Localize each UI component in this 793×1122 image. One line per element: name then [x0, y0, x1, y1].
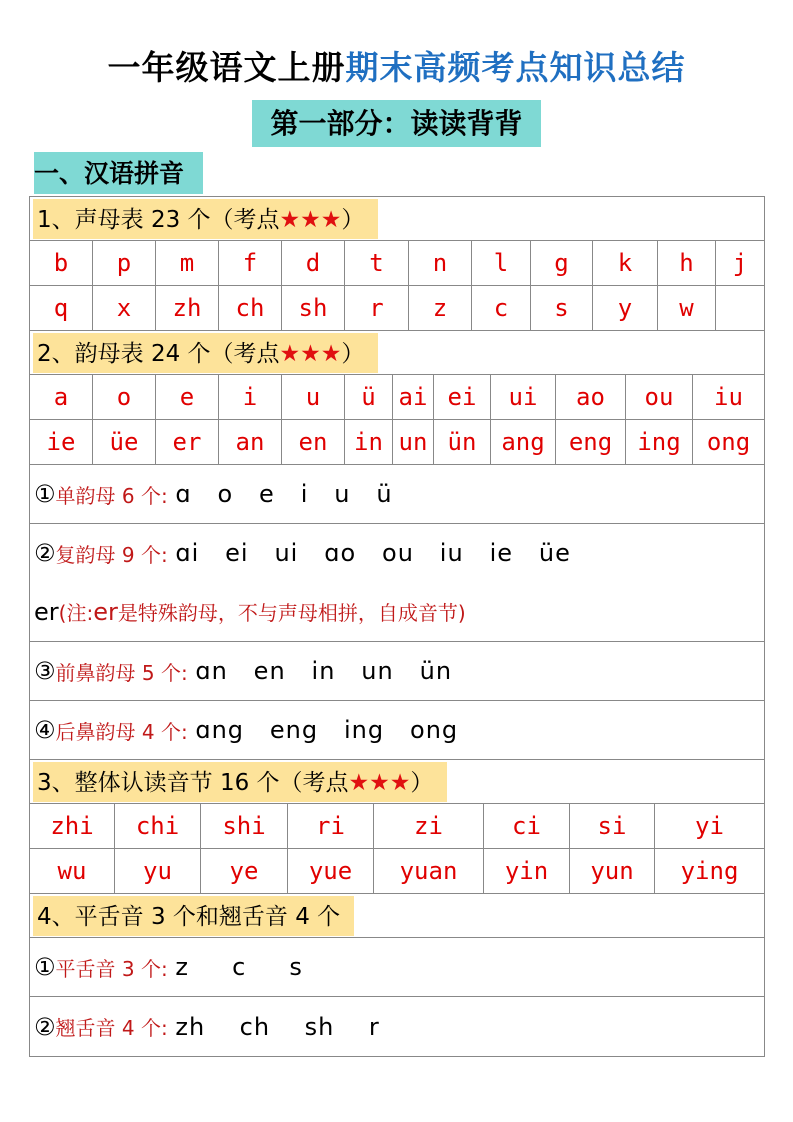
- pinyin-cell: ye: [201, 849, 288, 893]
- pinyin-cell: yun: [570, 849, 655, 893]
- num: ①: [34, 953, 56, 981]
- title-black: 一年级语文上册: [107, 48, 346, 87]
- values: z c s: [175, 953, 303, 981]
- pinyin-cell: zh: [156, 286, 219, 330]
- section-heading: 一、汉语拼音: [34, 152, 203, 194]
- pinyin-cell: chi: [115, 804, 201, 848]
- finals-row: [30, 420, 764, 465]
- pinyin-cell: ch: [219, 286, 282, 330]
- pinyin-cell: eng: [556, 420, 626, 464]
- values: ɑi ei ui ɑo ou iu ie üe: [175, 539, 571, 568]
- pinyin-cell: wu: [30, 849, 115, 893]
- stars-icon: ★★★: [279, 206, 342, 233]
- pinyin-cell: ri: [288, 804, 374, 848]
- pinyin-cell: yu: [115, 849, 201, 893]
- pinyin-cell: ai: [393, 375, 434, 419]
- pinyin-cell: zhi: [30, 804, 115, 848]
- num: ②: [34, 1012, 56, 1041]
- title-blue: 期末高频考点知识总结: [345, 48, 686, 87]
- num: ②: [34, 539, 56, 568]
- heading-initials: [30, 197, 764, 241]
- pinyin-cell: b: [30, 241, 93, 285]
- pinyin-cell: üe: [93, 420, 156, 464]
- pinyin-cell: m: [156, 241, 219, 285]
- heading-text: 3、整体认读音节 16 个（考点: [37, 769, 349, 796]
- pinyin-cell: g: [531, 241, 593, 285]
- pinyin-cell: er: [156, 420, 219, 464]
- pinyin-cell: ying: [680, 857, 739, 885]
- pinyin-cell: f: [219, 241, 282, 285]
- pinyin-cell: w: [658, 286, 716, 330]
- pinyin-cell: r: [345, 286, 409, 330]
- pinyin-cell: yi: [695, 812, 724, 840]
- values: ɑng eng ing ong: [195, 716, 459, 744]
- pinyin-cell: z: [409, 286, 472, 330]
- label: 前鼻韵母 5 个:: [55, 660, 188, 685]
- pinyin-cell: ao: [556, 375, 626, 419]
- er-value: er: [34, 597, 59, 626]
- note: (注:: [58, 601, 94, 626]
- pinyin-cell: ong: [706, 428, 751, 456]
- pinyin-cell: en: [282, 420, 345, 464]
- line-retroflex: [30, 997, 764, 1056]
- line-front-nasal: [30, 642, 764, 701]
- pinyin-cell: ü: [345, 375, 393, 419]
- values: zh ch sh r: [175, 1012, 380, 1041]
- pinyin-cell: ui: [491, 375, 556, 419]
- pinyin-cell: j: [732, 249, 748, 277]
- label: 翘舌音 4 个:: [55, 1016, 168, 1040]
- page-title: [0, 42, 793, 89]
- heading-text: 4、平舌音 3 个和翘舌音 4 个: [33, 896, 354, 936]
- part-subtitle: 第一部分：读读背背: [252, 100, 541, 147]
- line-flat-tongue: [30, 938, 764, 997]
- pinyin-cell: p: [93, 241, 156, 285]
- pinyin-cell: l: [472, 241, 531, 285]
- pinyin-cell: y: [593, 286, 658, 330]
- pinyin-cell: si: [570, 804, 655, 848]
- pinyin-cell: x: [93, 286, 156, 330]
- label: 平舌音 3 个:: [55, 956, 168, 981]
- line-compound-finals: [30, 524, 764, 642]
- pinyin-cell: u: [282, 375, 345, 419]
- line-back-nasal: [30, 701, 764, 760]
- pinyin-cell: k: [593, 241, 658, 285]
- values: ɑ o e i u ü: [175, 480, 393, 508]
- pinyin-cell: shi: [201, 804, 288, 848]
- pinyin-cell: yuan: [374, 849, 484, 893]
- line-single-finals: [30, 465, 764, 524]
- pinyin-cell: i: [219, 375, 282, 419]
- initials-row: [30, 241, 764, 286]
- stars-icon: ★★★: [348, 769, 411, 796]
- pinyin-cell: yue: [288, 849, 374, 893]
- pinyin-cell: sh: [282, 286, 345, 330]
- pinyin-table: [29, 196, 765, 1057]
- num: ①: [34, 480, 56, 508]
- stars-icon: ★★★: [279, 340, 342, 367]
- pinyin-cell: n: [409, 241, 472, 285]
- heading-close: ）: [341, 206, 365, 233]
- pinyin-cell: un: [393, 420, 434, 464]
- pinyin-cell: e: [156, 375, 219, 419]
- pinyin-cell: d: [282, 241, 345, 285]
- pinyin-cell: ing: [626, 420, 693, 464]
- pinyin-cell: zi: [374, 804, 484, 848]
- heading-text: 2、韵母表 24 个（考点: [37, 340, 280, 367]
- pinyin-cell: ie: [30, 420, 93, 464]
- pinyin-cell: ei: [434, 375, 491, 419]
- heading-close: ）: [410, 769, 434, 796]
- pinyin-cell: ou: [626, 375, 693, 419]
- pinyin-cell: an: [219, 420, 282, 464]
- pinyin-cell: h: [658, 241, 716, 285]
- pinyin-cell: c: [472, 286, 531, 330]
- pinyin-cell: [716, 286, 764, 330]
- heading-text: 1、声母表 23 个（考点: [37, 206, 280, 233]
- pinyin-cell: t: [345, 241, 409, 285]
- heading-tongue: [30, 894, 764, 938]
- note-er: er: [93, 597, 118, 626]
- pinyin-cell: q: [30, 286, 93, 330]
- num: ③: [34, 657, 56, 685]
- finals-row: [30, 375, 764, 420]
- note-rest: 是特殊韵母，不与声母相拼，自成音节): [117, 601, 466, 626]
- pinyin-cell: iu: [714, 383, 743, 411]
- num: ④: [34, 716, 56, 744]
- syllables-row: [30, 804, 764, 849]
- pinyin-cell: ang: [491, 420, 556, 464]
- pinyin-cell: in: [345, 420, 393, 464]
- values: ɑn en in un ün: [195, 657, 453, 685]
- heading-syllables: [30, 760, 764, 804]
- pinyin-cell: ün: [434, 420, 491, 464]
- label: 后鼻韵母 4 个:: [55, 719, 188, 744]
- heading-finals: [30, 331, 764, 375]
- label: 单韵母 6 个:: [55, 483, 168, 508]
- pinyin-cell: o: [93, 375, 156, 419]
- pinyin-cell: s: [531, 286, 593, 330]
- initials-row: [30, 286, 764, 331]
- label: 复韵母 9 个:: [55, 542, 168, 567]
- pinyin-cell: ci: [484, 804, 570, 848]
- pinyin-cell: yin: [484, 849, 570, 893]
- syllables-row: [30, 849, 764, 894]
- heading-close: ）: [341, 340, 365, 367]
- pinyin-cell: a: [30, 375, 93, 419]
